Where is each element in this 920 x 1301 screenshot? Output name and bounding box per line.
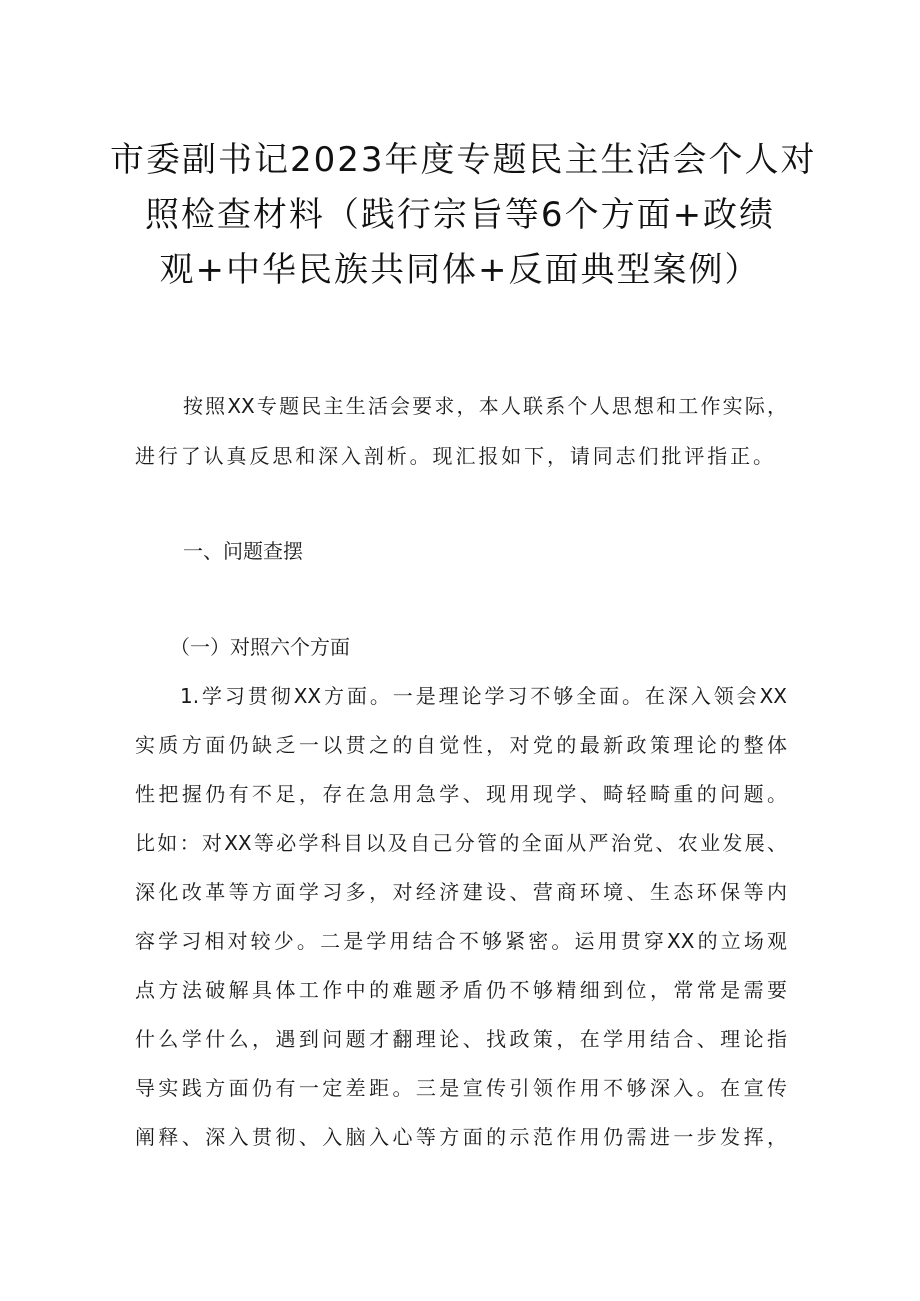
body-line-4: 比如：对XX等必学科目以及自己分管的全面从严治党、农业发展、 bbox=[135, 831, 787, 855]
body-line-2: 实质方面仍缺乏一以贯之的自觉性，对党的最新政策理论的整体 bbox=[135, 733, 787, 757]
body-line-1: 1.学习贯彻XX方面。一是理论学习不够全面。在深入领会XX bbox=[180, 684, 787, 708]
document-title-line-2: 照检查材料（践行宗旨等6个方面+政绩 bbox=[144, 195, 776, 235]
document-title-line-3: 观+中华民族共同体+反面典型案例） bbox=[159, 250, 761, 290]
document-title-line-1: 市委副书记2023年度专题民主生活会个人对 bbox=[110, 140, 817, 180]
body-line-5: 深化改革等方面学习多，对经济建设、营商环境、生态环保等内 bbox=[135, 880, 787, 904]
intro-line-1: 按照XX专题民主生活会要求，本人联系个人思想和工作实际， bbox=[183, 394, 787, 418]
body-line-8: 什么学什么，遇到问题才翻理论、找政策，在学用结合、理论指 bbox=[135, 1027, 787, 1051]
section-heading: 一、问题查摆 bbox=[183, 539, 303, 563]
body-line-9: 导实践方面仍有一定差距。三是宣传引领作用不够深入。在宣传 bbox=[135, 1076, 787, 1100]
body-line-3: 性把握仍有不足，存在急用急学、现用现学、畸轻畸重的问题。 bbox=[135, 782, 787, 806]
intro-line-2: 进行了认真反思和深入剖析。现汇报如下，请同志们批评指正。 bbox=[135, 444, 773, 468]
subsection-heading: （一）对照六个方面 bbox=[170, 635, 350, 659]
body-line-6: 容学习相对较少。二是学用结合不够紧密。运用贯穿XX的立场观 bbox=[135, 929, 787, 953]
body-line-10: 阐释、深入贯彻、入脑入心等方面的示范作用仍需进一步发挥， bbox=[135, 1125, 787, 1149]
body-line-7: 点方法破解具体工作中的难题矛盾仍不够精细到位，常常是需要 bbox=[135, 978, 787, 1002]
